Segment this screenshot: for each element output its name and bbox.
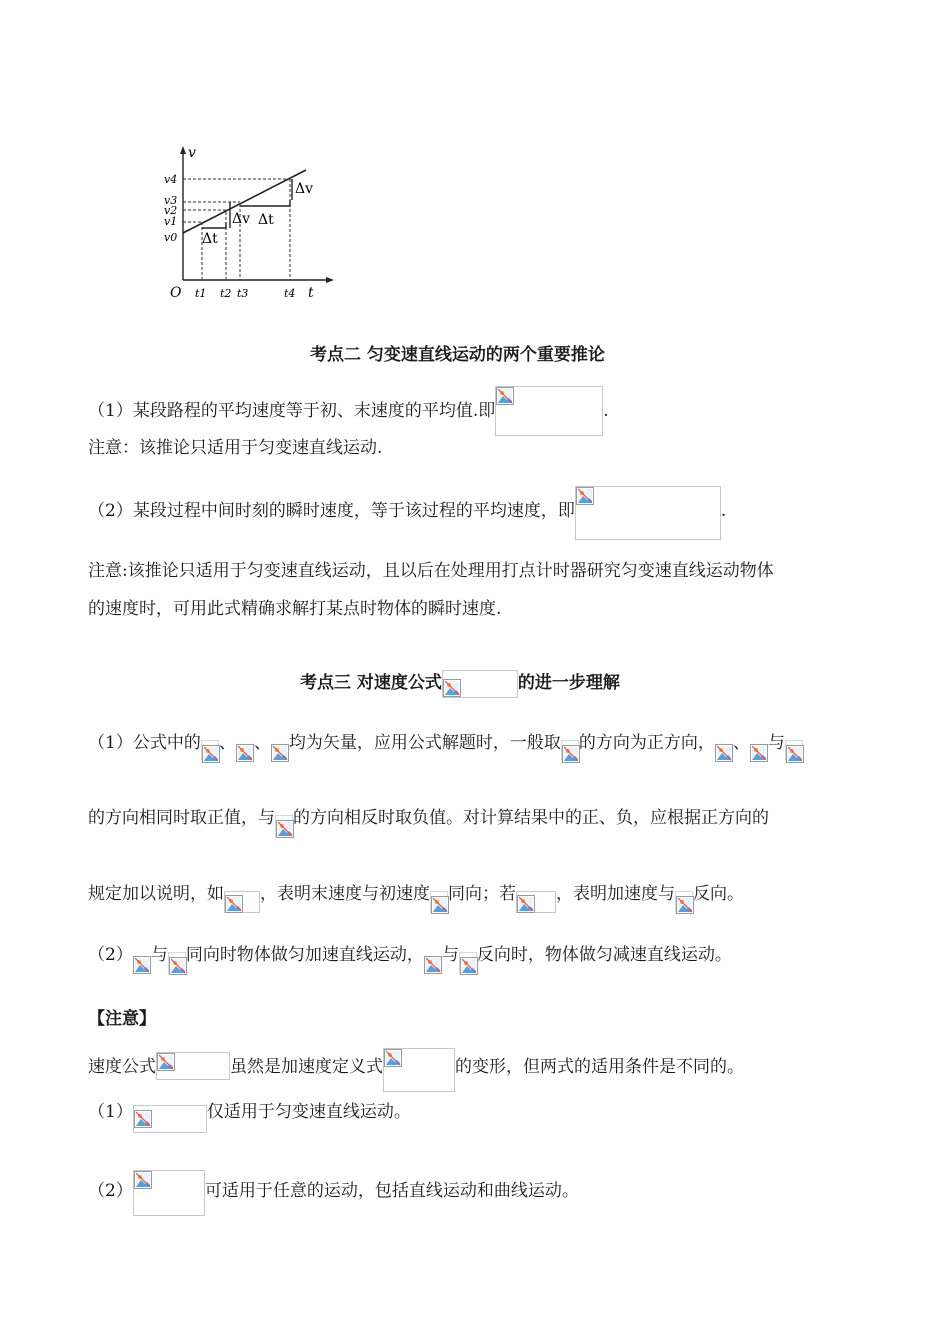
formula-image: [236, 740, 254, 762]
formula-image: [495, 386, 603, 436]
formula-image: [561, 740, 579, 762]
formula-image: [424, 952, 442, 974]
formula-image: [750, 740, 768, 762]
formula-image: [201, 740, 219, 762]
formula-image: [715, 740, 733, 762]
section3-title: 考点三 对速度公式 的进一步理解: [300, 668, 620, 698]
delta-t-label-1: Δt: [202, 231, 218, 247]
section3-para1-line3: 规定加以说明，如 ，表明末速度与初速度 同向；若 ，表明加速度与 反向。: [88, 882, 744, 913]
section2-item2: （2）某段过程中间时刻的瞬时速度，等于该过程的平均速度，即 .: [88, 486, 726, 540]
formula-image: [442, 670, 518, 698]
delta-t-label-2: Δt: [258, 212, 274, 228]
formula-image: [133, 1170, 205, 1216]
delta-v-label-1: Δv: [232, 211, 251, 227]
note-line2: （1） 仅适用于匀变速直线运动。: [88, 1100, 411, 1133]
vt-graph-figure: [160, 140, 340, 305]
section2-title: 考点二 匀变速直线运动的两个重要推论: [310, 345, 605, 365]
formula-image: [675, 891, 693, 913]
tick-v3: v3: [164, 194, 178, 207]
origin-label: O: [170, 285, 182, 301]
section2-note1: 注意：该推论只适用于匀变速直线运动.: [88, 438, 383, 458]
section2-item1: （1）某段路程的平均速度等于初、末速度的平均值.即 .: [88, 386, 609, 436]
section2-note2-line2: 的速度时，可用此式精确求解打某点时物体的瞬时速度.: [88, 599, 502, 619]
tick-t3: t3: [237, 287, 249, 300]
section2-note2-line1: 注意:该推论只适用于匀变速直线运动，且以后在处理用打点计时器研究匀变速直线运动物体: [88, 561, 774, 581]
delta-v-label-2: Δv: [295, 181, 314, 197]
formula-image: [275, 815, 293, 837]
section3-para1-line1: （1）公式中的 、 、 均为矢量，应用公式解题时，一般取 的方向为正方向， 、 与: [88, 731, 803, 762]
formula-image: [785, 740, 803, 762]
delta-t-bracket-2: [240, 200, 290, 206]
formula-image: [271, 740, 289, 762]
y-axis-arrow: [180, 146, 186, 154]
formula-image: [156, 1052, 230, 1080]
note-line3: （2） 可适用于任意的运动，包括直线运动和曲线运动。: [88, 1170, 579, 1216]
delta-t-bracket-1: [202, 222, 226, 228]
formula-image: [383, 1048, 455, 1092]
section3-para1-line2: 的方向相同时取正值，与 的方向相反时取负值。对计算结果中的正、负，应根据正方向的: [88, 806, 769, 837]
note-line1: 速度公式 虽然是加速度定义式 的变形，但两式的适用条件是不同的。: [88, 1048, 744, 1092]
formula-image: [224, 891, 260, 913]
formula-image: [459, 952, 477, 974]
axis-label-v: v: [188, 145, 196, 161]
note-title: 【注意】: [88, 1009, 156, 1029]
tick-v4: v4: [164, 173, 178, 186]
x-axis-arrow: [326, 277, 334, 283]
formula-image: [575, 486, 721, 540]
tick-t4: t4: [284, 287, 296, 300]
tick-t2: t2: [220, 287, 232, 300]
tick-v1: v1: [164, 215, 178, 228]
formula-image: [133, 952, 151, 974]
formula-image: [133, 1105, 207, 1133]
section3-para2: （2） 与 同向时物体做匀加速直线运动， 与 反向时，物体做匀减速直线运动。: [88, 943, 732, 974]
formula-image: [430, 891, 448, 913]
axis-label-t: t: [308, 285, 314, 301]
tick-v2: v2: [164, 204, 178, 217]
tick-t1: t1: [195, 287, 207, 300]
formula-image: [516, 891, 556, 913]
tick-v0: v0: [164, 231, 178, 244]
formula-image: [168, 952, 186, 974]
